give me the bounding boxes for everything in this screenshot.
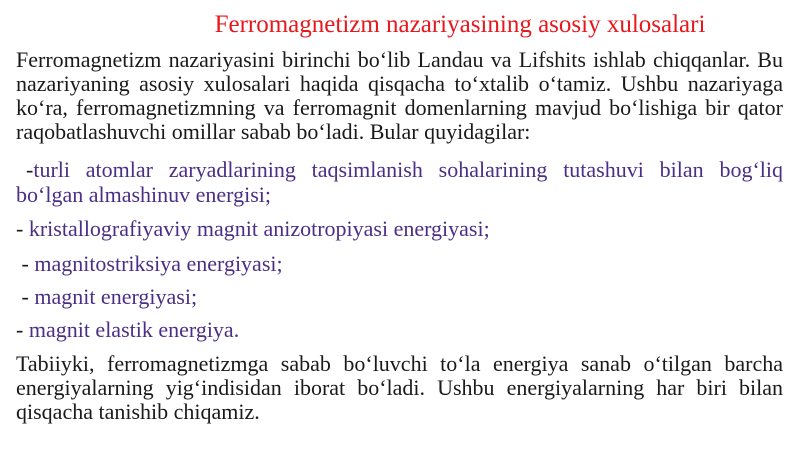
list-item-text: magnitostriksiya energiyasi; — [28, 251, 283, 276]
list-item-text: magnit elastik energiya. — [23, 317, 240, 342]
list-item — [16, 216, 783, 241]
list-item-text: turli atomlar zaryadlarining taqsimlanish sohalarining tutashuvi bilan bog‘liq bo‘lgan almashinuv energisi; — [16, 157, 783, 207]
list-dash: - — [16, 284, 29, 309]
list-dash: - — [16, 317, 24, 342]
conclusion-paragraph: Tabiiyki, ferromagnetizmga sabab bo‘luvchi to‘la energiya sanab o‘tilgan barcha energiyalarning yig‘indisidan iborat bo‘ladi. Ushbu energiyalarning har biri bilan qisqacha tanishib chiqamiz. — [16, 351, 783, 424]
intro-paragraph: Ferromagnetizm nazariyasini birinchi bo‘lib Landau va Lifshits ishlab chiqqanlar. Bu nazariyaning asosiy xulosalari haqida qisqacha to‘xtalib o‘tamiz. Ushbu nazariyaga ko‘ra, ferromagnetizmning va ferromagnit domenlarning mavjud bo‘lishiga bir qator raqobatlashuvchi omillar sabab bo‘ladi. Bular quyidagilar: — [16, 47, 783, 144]
list-item-text: magnit energiyasi; — [28, 284, 198, 309]
slide-title: Ferromagnetizm nazariyasining asosiy xulosalari — [214, 11, 706, 38]
list-item — [16, 251, 783, 276]
list-item — [16, 284, 783, 309]
list-dash: - — [16, 216, 24, 241]
list-dash: - — [26, 157, 34, 182]
list-item — [16, 317, 783, 342]
list-item-text: kristallografiyaviy magnit anizotropiyasi energiyasi; — [23, 216, 490, 241]
list-item — [16, 157, 783, 207]
list-dash: - — [16, 251, 29, 276]
